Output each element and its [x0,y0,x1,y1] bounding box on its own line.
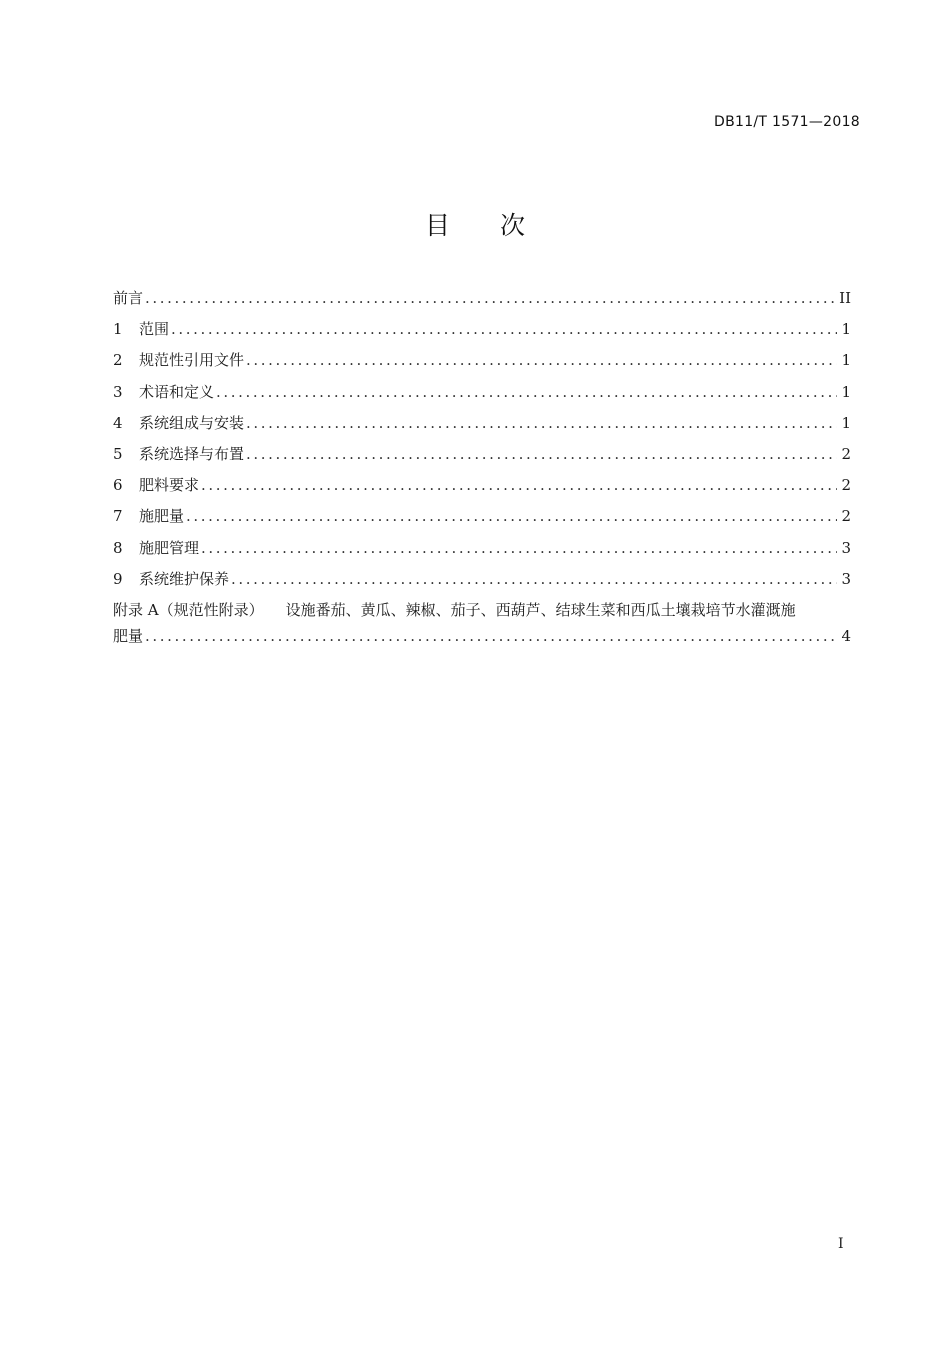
toc-leader-dots [145,287,835,310]
toc-entry-number: 6 [113,476,123,495]
toc-entry-system-maintenance[interactable] [113,568,851,599]
toc-entry-fertilizer-amount[interactable] [113,505,851,536]
toc-leader-dots [201,537,837,560]
toc-leader-dots [231,568,837,591]
toc-entry-label: 系统选择与布置 [139,444,245,463]
toc-entry-terms-definitions[interactable] [113,381,851,412]
toc-entry-page: 1 [841,413,851,432]
toc-leader-dots [201,474,837,497]
toc-leader-dots [216,381,837,404]
page-title [0,206,950,242]
toc-entry-label: 范围 [139,320,170,339]
toc-entry-label: 规范性引用文件 [139,351,245,370]
page-number: I [838,1236,844,1252]
toc-entry-fertilizer-management[interactable] [113,537,851,568]
toc-entry-label: 施肥管理 [139,538,200,557]
toc-entry-foreword[interactable] [113,287,851,318]
toc-entry-number: 9 [113,569,123,588]
toc-entry-page: 2 [841,507,851,526]
toc-leader-dots [246,349,837,372]
toc-entry-number: 5 [113,444,123,463]
toc-entry-number: 3 [113,382,123,401]
toc-entry-number: 8 [113,538,123,557]
table-of-contents [113,287,851,656]
toc-entry-normative-references[interactable] [113,349,851,380]
toc-entry-page: 1 [841,382,851,401]
toc-entry-page: 4 [841,626,851,645]
title-char-1: 目 [424,211,450,240]
toc-entry-appendix-a[interactable] [113,599,851,656]
toc-entry-number: 1 [113,320,123,339]
toc-entry-number: 2 [113,351,123,370]
appendix-first-line [113,599,851,625]
toc-entry-system-selection[interactable] [113,443,851,474]
toc-entry-number: 4 [113,413,123,432]
toc-entry-label: 术语和定义 [139,382,215,401]
document-code: DB11/T 1571—2018 [714,114,860,130]
appendix-title-line2: 肥量 [113,626,144,645]
toc-leader-dots [171,318,837,341]
appendix-title-line1: 设施番茄、黄瓜、辣椒、茄子、西葫芦、结球生菜和西瓜土壤栽培节水灌溉施 [285,600,796,619]
toc-entry-label: 肥料要求 [139,476,200,495]
appendix-second-line [113,625,851,656]
toc-leader-dots [246,412,837,435]
toc-entry-label: 施肥量 [139,507,185,526]
toc-entry-label: 前言 [113,289,144,307]
toc-entry-scope[interactable] [113,318,851,349]
toc-leader-dots [186,505,837,528]
toc-entry-page: 1 [841,320,851,339]
toc-entry-page: 3 [841,538,851,557]
toc-entry-number: 7 [113,507,123,526]
toc-leader-dots [246,443,837,466]
toc-entry-page: 3 [841,569,851,588]
toc-entry-page: 2 [841,444,851,463]
toc-entry-label: 系统维护保养 [139,569,230,588]
toc-entry-system-installation[interactable] [113,412,851,443]
appendix-prefix: 附录 A（规范性附录） [113,600,264,619]
toc-entry-label: 系统组成与安装 [139,413,245,432]
toc-entry-page: II [839,289,851,307]
toc-entry-fertilizer-requirements[interactable] [113,474,851,505]
title-char-2: 次 [500,211,526,240]
toc-leader-dots [145,625,837,648]
toc-entry-page: 2 [841,476,851,495]
toc-entry-page: 1 [841,351,851,370]
